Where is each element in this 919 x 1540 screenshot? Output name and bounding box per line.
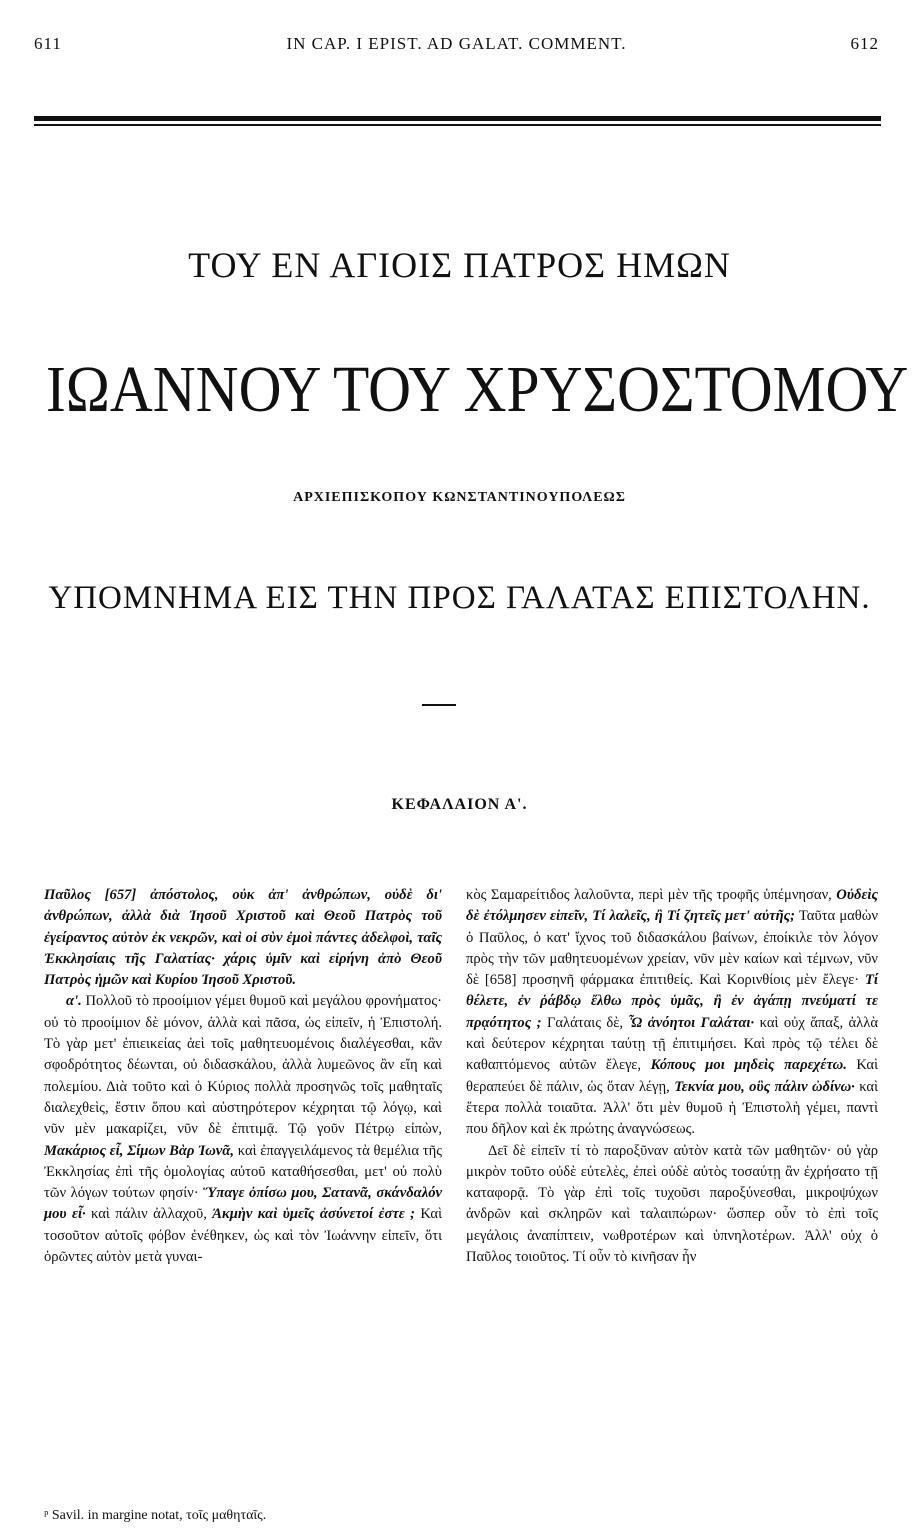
right-column bbox=[466, 885, 878, 1268]
text-run: καὶ οὐχ ἅπαξ, ἀλλὰ καὶ δεύτερον κέχρηται ταύτῃ τῇ ἐπιτιμήσει. Καὶ πρὸς τῷ τέλει δὲ καθαπτόμενος αὐτῶν ἔλεγε, bbox=[466, 1014, 878, 1074]
quotation: Οὐδεὶς δὲ ἐτόλμησεν εἰπεῖν, Τί λαλεῖς, ἢ Τί ζητεῖς μετ' αὐτῆς; bbox=[466, 887, 878, 925]
quotation: Ὦ ἀνόητοι Γαλάται· bbox=[628, 1014, 755, 1031]
quotation: Ὕπαγε ὀπίσω μου, Σατανᾶ, σκάνδαλόν μου εἶ· bbox=[44, 1185, 443, 1223]
text-run: Πολλοῦ τὸ προοίμιον γέμει θυμοῦ καὶ μεγάλου φρονήματος· οὐ τὸ προοίμιον δὲ μόνον, ἀλλὰ καὶ πᾶσα, ὡς εἰπεῖν, ἡ Ἐπιστολή. Τὸ γὰρ μετ' ἐπιεικείας ἀεὶ τοῖς μαθητευομένοις διαλέγεσθαι, κἂν σφοδρότητος δέωνται, οὐ διδασκάλου, ἀλλὰ λυμεῶνος ἂν εἴη καὶ πολεμίου. Διὰ τοῦτο καὶ ὁ Κύριος πολλὰ προσηνῶς τοῖς μαθηταῖς διαλεχθεὶς, ἔστιν ὅπου καὶ αὐστηρότερον κέχρηται τῷ λόγῳ, καὶ νῦν μὲν μακαρίζει, νῦν δὲ ἐπιτιμᾷ. Τῷ γοῦν Πέτρῳ εἰπὼν, bbox=[44, 993, 442, 1138]
quotation: Κόπους μοι μηδεὶς παρεχέτω. bbox=[650, 1057, 847, 1074]
text-run: Γαλάταις δὲ, bbox=[541, 1014, 629, 1031]
footnote: ᵖ Savil. in margine notat, τοῖς μαθηταῖς. bbox=[44, 1508, 267, 1523]
text-run: καὶ ἐπαγγειλάμενος τὰ θεμέλια τῆς Ἐκκλησίας ἐπὶ τῆς ὁμολογίας αὐτοῦ καταθήσεσθαι, μετ' οὐ πολὺ τῶν λόγων τούτων φησίν· bbox=[44, 1142, 443, 1202]
running-header bbox=[34, 34, 879, 58]
quotation: Τεκνία μου, οὓς πάλιν ὠδίνω· bbox=[674, 1078, 855, 1095]
commentary-paragraph: Δεῖ δὲ εἰπεῖν τί τὸ παροξῦναν αὐτὸν κατὰ τῶν μαθητῶν· οὐ γὰρ μικρὸν τοῦτο οὐδὲ εὐτελὲς, ἐπεὶ οὐδὲ αὐτὸς τοσαύτῃ ἂν ἐχρήσατο τῇ καταφορᾷ. Τὸ γὰρ ἐπὶ τοῖς τυχοῦσι παροξύνεσθαι, μικροψύχων ἀνδρῶν καὶ σκληρῶν καὶ ταλαιπώρων· ὥσπερ οὖν τὸ ἐπὶ τοῖς μεγάλοις ἀναπίπτειν, νωθροτέρων καὶ ὑπνηλοτέρων. Ἀλλ' οὐχ ὁ Παῦλος τοιοῦτος. Τί οὖν τὸ κινῆσαν ἦν bbox=[466, 1142, 878, 1266]
commentary-paragraph bbox=[44, 991, 442, 1268]
chapter-heading: ΚΕΦΑΛΑΙΟΝ Α'. bbox=[391, 796, 528, 813]
commentary-paragraph bbox=[466, 885, 878, 1141]
title-line-1: ΤΟΥ ΕΝ ΑΓΙΟΙΣ ΠΑΤΡΟΣ ΗΜΩΝ bbox=[188, 245, 731, 285]
text-run: κὸς Σαμαρείτιδος λαλοῦντα, περὶ μὲν τῆς τροφῆς ὑπέμνησαν, bbox=[466, 887, 837, 903]
section-number: α'. bbox=[66, 993, 86, 1010]
text-run: Ταῦτα μαθὼν ὁ Παῦλος, ὁ κατ' ἴχνος τοῦ διδασκάλου βαίνων, ἐποίκιλε τὸν λόγον πρὸς τὴν τῶν μαθητευομένων χρείαν, νῦν μὲν καίων καὶ τέμνων, νῦν δὲ [658] προσηνῆ φάρμακα ἐπιτιθείς. Καὶ Κορινθίοις μὲν ἔλεγε· bbox=[466, 908, 878, 989]
quotation: Τί θέλετε, ἐν ῥάβδῳ ἔλθω πρὸς ὑμᾶς, ἢ ἐν ἀγάπῃ πνεύματί τε πρᾳότητος ; bbox=[466, 972, 878, 1031]
scripture-lemma: Παῦλος [657] ἀπόστολος, οὐκ ἀπ' ἀνθρώπων, οὐδὲ δι' ἀνθρώπων, ἀλλὰ διὰ Ἰησοῦ Χριστοῦ καὶ Θεοῦ Πατρὸς τοῦ ἐγείραντος αὐτὸν ἐκ νεκρῶν, καὶ οἱ σὺν ἐμοὶ πάντες ἀδελφοὶ, ταῖς Ἐκκλησίαις τῆς Γαλατίας· χάρις ὑμῖν καὶ εἰρήνη ἀπὸ Θεοῦ Πατρὸς ἡμῶν καὶ Κυρίου Ἰησοῦ Χριστοῦ. bbox=[44, 887, 442, 989]
quotation: Ἀκμὴν καὶ ὑμεῖς ἀσύνετοί ἐστε ; bbox=[212, 1206, 416, 1223]
right-page-number: 612 bbox=[850, 34, 879, 53]
text-run: καὶ ἕτερα πολλὰ τοιαῦτα. Ἀλλ' ὅτι μὲν θυμοῦ ἡ Ἐπιστολὴ γέμει, παντὶ που δῆλον καὶ ἐκ πρώτης ἀναγνώσεως. bbox=[466, 1078, 879, 1138]
text-run: Καὶ θεραπεύει δὲ πάλιν, ὡς ὅταν λέγῃ, bbox=[466, 1057, 879, 1095]
title-divider bbox=[422, 704, 456, 706]
title-author-office: ΑΡΧΙΕΠΙΣΚΟΠΟΥ ΚΩΝΣΤΑΝΤΙΝΟΥΠΟΛΕΩΣ bbox=[293, 490, 626, 505]
left-page-number: 611 bbox=[34, 34, 62, 53]
header-rule-thin bbox=[34, 124, 881, 126]
quotation: Μακάριος εἶ, Σίμων Βὰρ Ἰωνᾶ, bbox=[44, 1142, 235, 1159]
running-title: IN CAP. I EPIST. AD GALAT. COMMENT. bbox=[286, 34, 627, 53]
text-run: Καὶ τοσοῦτον αὐτοῖς φόβον ἐνέθηκεν, ὡς καὶ τὸν Ἰωάννην εἰπεῖν, ὅτι ὁρῶντες αὐτὸν μετὰ γυναι- bbox=[44, 1206, 442, 1266]
title-author-name: ΙΩΑΝΝΟΥ ΤΟΥ ΧΡΥΣΟΣΤΟΜΟΥ bbox=[45, 353, 909, 426]
left-column bbox=[44, 885, 442, 1268]
text-run: καὶ πάλιν ἀλλαχοῦ, bbox=[85, 1206, 213, 1223]
title-work: ΥΠΟΜΝΗΜΑ ΕΙΣ ΤΗΝ ΠΡΟΣ ΓΑΛΑΤΑΣ ΕΠΙΣΤΟΛΗΝ. bbox=[48, 580, 871, 616]
header-rule-thick bbox=[34, 116, 881, 121]
